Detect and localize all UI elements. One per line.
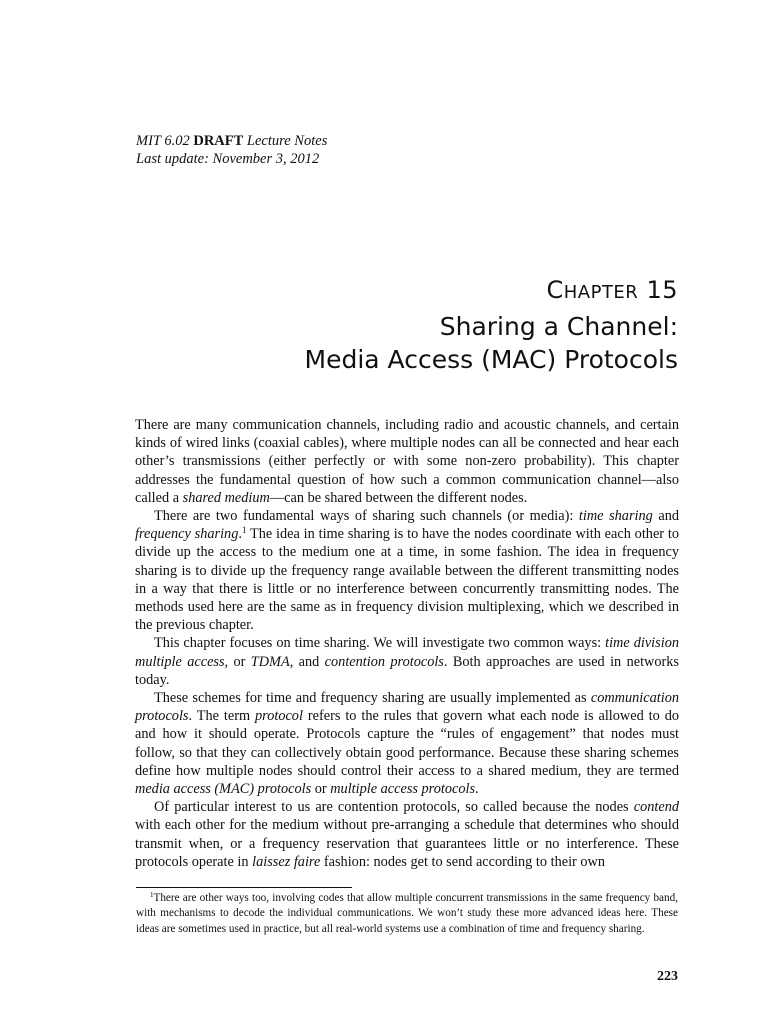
term-tdma: TDMA	[250, 653, 290, 670]
footnote-marker: 1	[150, 891, 154, 899]
paragraph-2-text-c: .	[238, 526, 242, 543]
paragraph-3-text: This chapter focuses on time sharing. We will investigate two common ways:	[154, 635, 606, 652]
term-shared-medium: shared medium	[182, 489, 270, 506]
term-protocol: protocol	[255, 708, 303, 725]
footnote-text: There are other ways too, involving codes that allow multiple concurrent transmissions in the same frequency band, with mechanisms to decode the individual communications. We won’t study these more advanced ideas here. These ideas are sometimes used in practice, but all real-world systems use a combination of time and frequency sharing.	[136, 892, 678, 935]
paragraph-5-text-c: fashion: nodes get to send according to their own	[320, 853, 605, 870]
footnote-divider	[136, 887, 352, 888]
chapter-word-rest: HAPTER	[563, 282, 639, 303]
paragraph-5	[135, 798, 679, 871]
chapter-title-line-1: Sharing a Channel:	[439, 312, 678, 341]
chapter-title-line-2: Media Access (MAC) Protocols	[304, 345, 678, 374]
chapter-label	[305, 276, 678, 307]
paragraph-4-text-b: . The term	[188, 708, 256, 725]
course-line	[136, 132, 327, 150]
paragraph-2-text: There are two fundamental ways of sharing such channels (or media):	[154, 508, 579, 525]
lecture-notes-header	[136, 132, 327, 168]
term-frequency-sharing: frequency sharing	[135, 526, 239, 543]
paragraph-3	[135, 634, 679, 689]
term-tdma-full: time division multiple access	[135, 635, 679, 670]
term-laissez-faire: laissez faire	[252, 853, 321, 870]
paragraph-2-text-b: and	[652, 508, 680, 525]
paragraph-2-text-d: The idea in time sharing is to have the nodes coordinate with each other to divide up the access to the medium one at a time, in some fashion. The idea in frequency sharing is to divide up the frequency range available between the different transmitting nodes in a way that there is little or no interference between concurrently transmitting nodes. The methods used here are the same as in frequency division multiplexing, which we described in the previous chapter.	[135, 526, 679, 634]
paragraph-1-text: There are many communication channels, including radio and acoustic channels, and certain kinds of wired links (coaxial cables), where multiple nodes can all be connected and hear each other’s transmissions (either perfectly or with some non-zero probability). This chapter addresses the fundamental question of how such a common communication channel—also called a	[135, 417, 679, 506]
paragraph-2	[135, 507, 679, 634]
footnote	[136, 891, 678, 937]
footnote-reference[interactable]: 1	[241, 525, 247, 536]
paragraph-3-text-d: . Both approaches are used in networks today.	[135, 653, 679, 688]
term-contention-protocols: contention protocols	[324, 653, 444, 670]
notes-label: Lecture Notes	[246, 133, 328, 149]
paragraph-5-text: Of particular interest to us are contention protocols, so called because the nodes	[154, 799, 634, 816]
term-contend: contend	[633, 799, 679, 816]
term-time-sharing: time sharing	[578, 508, 653, 525]
chapter-heading	[305, 276, 678, 376]
chapter-word-initial: C	[546, 276, 564, 304]
paragraph-1-end: —can be shared between the different nodes.	[269, 489, 528, 506]
term-communication-protocols: communication protocols	[135, 690, 679, 725]
course-name: MIT 6.02	[136, 133, 190, 149]
chapter-title	[305, 310, 678, 376]
paragraph-3-text-c: , and	[289, 653, 325, 670]
paragraph-1	[135, 416, 679, 507]
body-text	[135, 416, 679, 871]
page-number: 223	[657, 969, 678, 984]
last-update: Last update: November 3, 2012	[136, 151, 320, 167]
paragraph-3-text-b: , or	[224, 653, 251, 670]
paragraph-4	[135, 689, 679, 798]
paragraph-5-text-b: with each other for the medium without pre-arranging a schedule that determines who should transmit when, or a frequency reservation that guarantees little or no interference. These protocols operate in	[135, 817, 679, 870]
paragraph-4-text-d: or	[311, 781, 331, 798]
paragraph-4-text: These schemes for time and frequency sharing are usually implemented as	[154, 690, 591, 707]
chapter-number: 15	[646, 276, 678, 304]
paragraph-4-text-c: refers to the rules that govern what each node is allowed to do and how it should operate. Protocols capture the “rules of engagement” that nodes must follow, so that they can collectively obtain good performance. Because these sharing schemes define how multiple nodes should control their access to a shared medium, they are termed	[135, 708, 680, 779]
paragraph-4-text-e: .	[475, 781, 479, 798]
term-multiple-access-protocols: multiple access protocols	[330, 781, 476, 798]
term-mac-protocols: media access (MAC) protocols	[135, 781, 312, 798]
draft-label: DRAFT	[193, 133, 244, 149]
